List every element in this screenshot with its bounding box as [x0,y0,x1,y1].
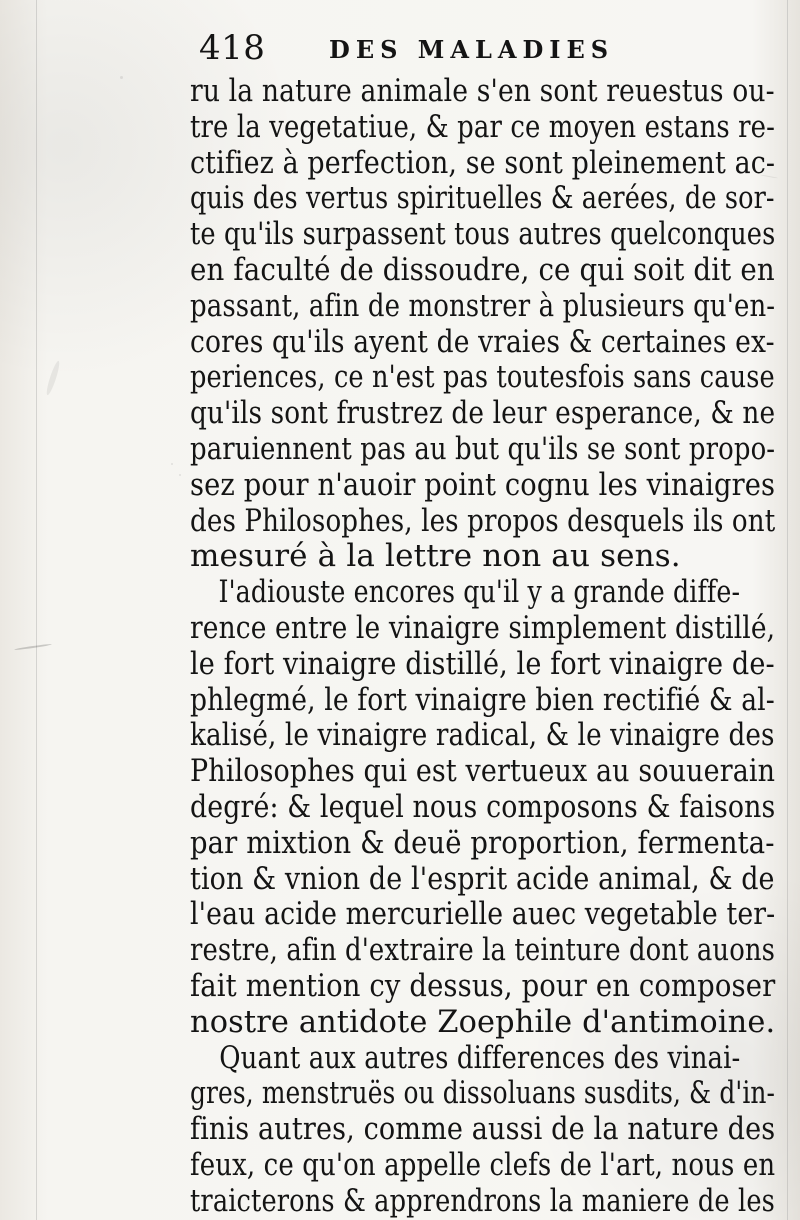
text-line: kalisé, le vinaigre radical, & le vinaigre des [190,717,775,754]
ink-speck [120,76,123,79]
text-line: ctifiez à perfection, se sont pleinement ac- [190,144,776,181]
text-line: passant, afin de monstrer à plusieurs qu'en- [190,287,776,324]
text-line: periences, ce n'est pas toutesfois sans cause [190,359,775,396]
text-line: tre la vegetatiue, & par ce moyen estans re- [190,108,776,145]
text-line: finis autres, comme aussi de la nature des [190,1111,776,1148]
text-line: par mixtion & deuë proportion, fermenta- [190,824,775,861]
text-line: mesuré à la lettre non au sens. [190,538,681,575]
running-head: DES MALADIES [329,35,615,64]
text-line: Philosophes qui est vertueux au souuerain [190,753,776,790]
text-line: rence entre le vinaigre simplement distillé, [190,609,776,646]
text-line: en faculté de dissoudre, ce qui soit dit en [190,251,775,288]
ink-speck [171,463,173,465]
text-line: feux, ce qu'on appelle clefs de l'art, nous en [190,1146,776,1183]
text-line: tion & vnion de l'esprit acide animal, & de [190,860,775,897]
text-line: ru la nature animale s'en sont reuestus ou- [190,73,775,109]
right-page-edge [787,0,788,1220]
text-line: paruiennent pas au but qu'ils se sont propo- [190,430,776,467]
page-number: 418 [199,28,266,68]
text-line: des Philosophes, les propos desquels ils ont [190,502,776,539]
page-header [199,28,759,69]
text-line: qu'ils sont frustrez de leur esperance, & ne [190,395,776,432]
left-page-edge [36,0,37,1220]
text-line: cores qu'ils ayent de vraies & certaines ex- [190,323,775,360]
paragraph-start-line: Quant aux autres differences des vinai- [219,1039,741,1076]
text-line: nostre antidote Zoephile d'antimoine. [190,1003,776,1040]
text-line: quis des vertus spirituelles & aerées, de sor- [190,180,775,217]
text-line: traicterons & apprendrons la maniere de les [190,1182,775,1219]
text-line: te qu'ils surpassent tous autres quelconques [190,216,776,253]
ink-speck [179,474,181,476]
text-line: fait mention cy dessus, pour en composer [190,967,776,1004]
text-line: le fort vinaigre distillé, le fort vinaigre de- [190,645,775,682]
text-line: l'eau acide mercurielle auec vegetable ter- [190,896,776,933]
ink-smudge [14,643,52,650]
paragraph-start-line: I'adiouste encores qu'il y a grande diffe- [218,574,741,611]
text-line: restre, afin d'extraire la teinture dont auons [190,932,776,969]
text-line: gres, menstruës ou dissoluans susdits, & d'in- [190,1075,776,1112]
text-line: phlegmé, le fort vinaigre bien rectifié & al- [190,681,775,718]
main-text-block [190,74,775,1220]
text-line: sez pour n'auoir point cognu les vinaigres [190,466,776,503]
ink-smudge [45,360,62,396]
text-line: degré: & lequel nous composons & faisons [190,788,776,825]
